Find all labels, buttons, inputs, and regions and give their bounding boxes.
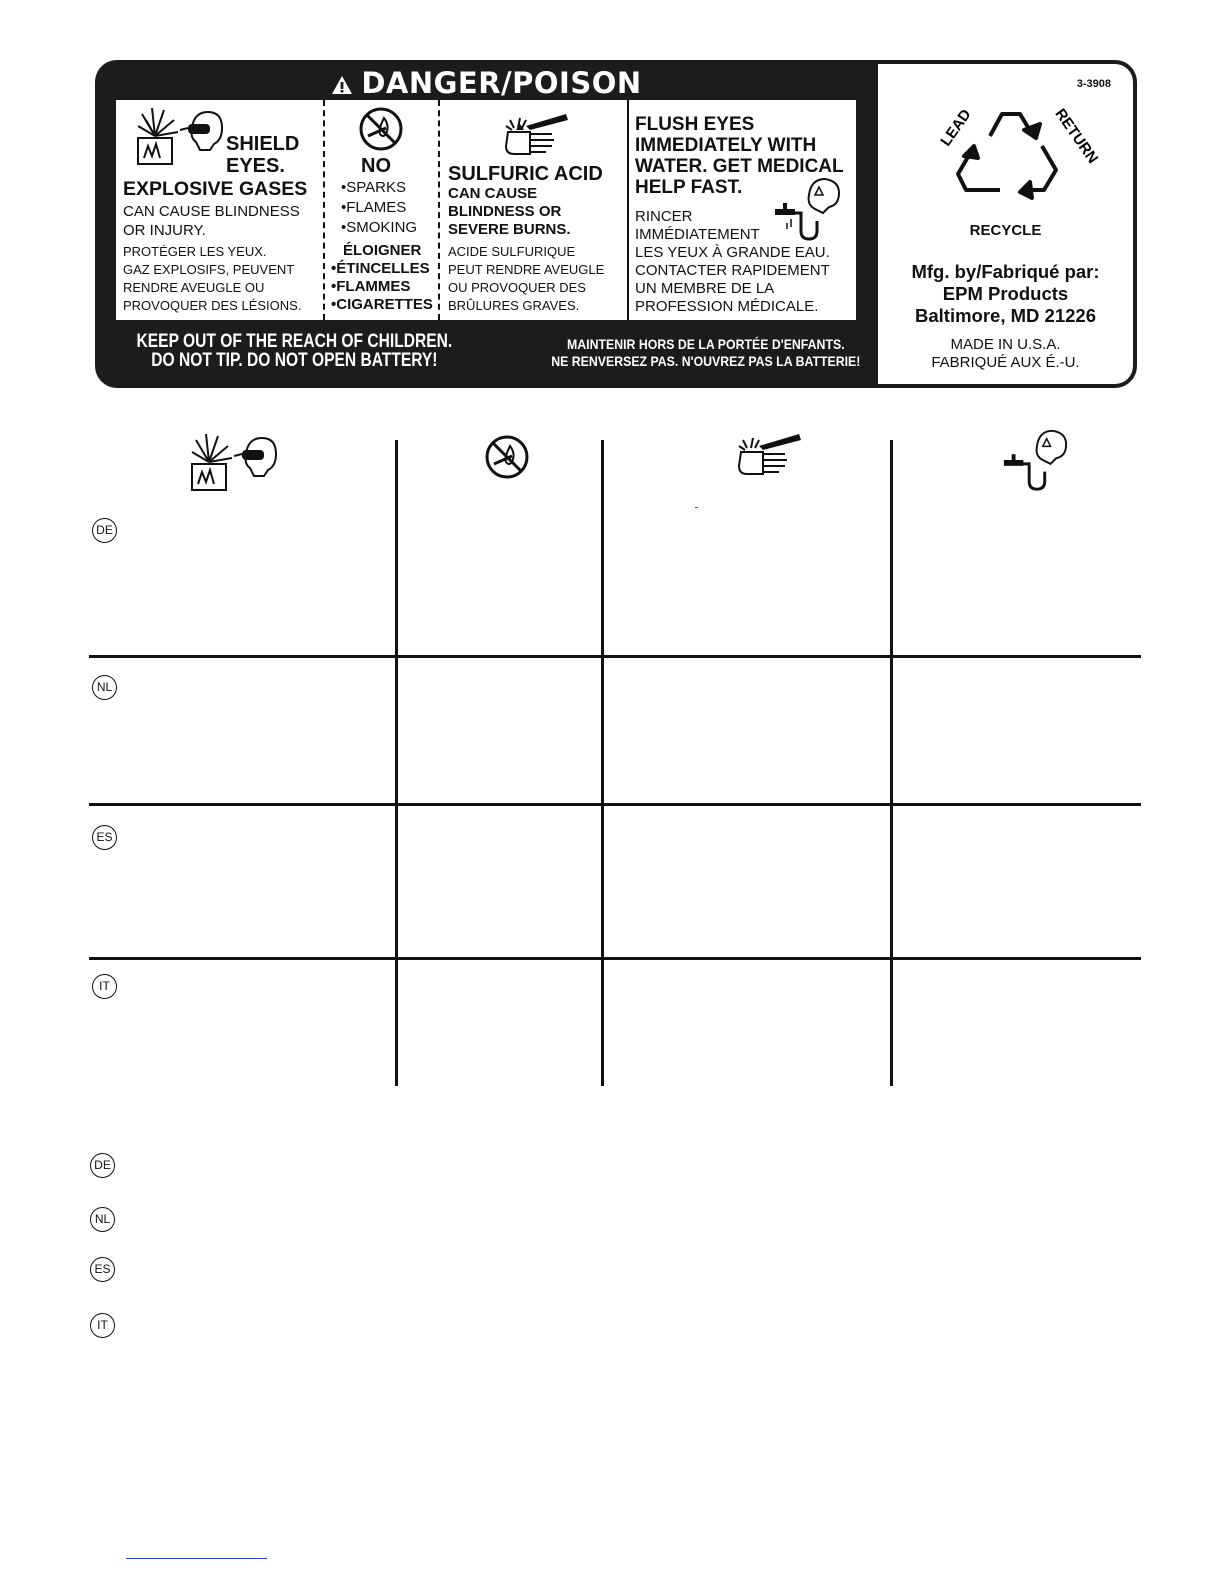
language-badge-de: DE [90, 1153, 115, 1178]
eyewash-faucet-icon [1000, 426, 1070, 494]
keep-out-warning-fr: MAINTENIR HORS DE LA PORTÉE D'ENFANTS. NE RENVERSEZ PAS. N'OUVREZ PAS LA BATTERIE! [551, 336, 861, 369]
table-column-divider [601, 440, 604, 1086]
explosion-goggles-icon [134, 106, 224, 168]
language-badge-it: IT [90, 1313, 115, 1338]
table-row-divider [89, 655, 1141, 658]
acid-hand-icon [500, 110, 570, 160]
no-sparks-panel: NO •SPARKS •FLAMES •SMOKING ÉLOIGNER •ÉTINCELLES •FLAMMES •CIGARETTES [325, 100, 438, 320]
language-badge-es: ES [92, 825, 117, 850]
language-badge-nl: NL [92, 675, 117, 700]
link-underline[interactable] [126, 1558, 267, 1559]
acid-hand-icon [732, 430, 804, 480]
flush-eyes-panel: FLUSH EYES IMMEDIATELY WITH WATER. GET MEDICAL HELP FAST. RINCER IMMÉDIATEMENT LES YEUX À GRANDE EAU. CONTACTER RAPIDEMENT UN MEMBRE DE LA PROFESSION MÉDICALE. [635, 114, 844, 315]
no-flame-icon [484, 434, 530, 480]
lead-text: LEAD [937, 106, 975, 150]
no-flame-icon [358, 106, 404, 152]
language-badge-it: IT [92, 974, 117, 999]
table-row-divider [89, 957, 1141, 960]
return-text: RETURN [1051, 105, 1102, 167]
explosion-goggles-icon [186, 430, 278, 494]
manufacturer-info: Mfg. by/Fabriqué par: EPM Products Baltimore, MD 21226 [911, 261, 1100, 326]
sulfuric-acid-panel: SULFURIC ACID CAN CAUSE BLINDNESS OR SEVERE BURNS. ACIDE SULFURIQUE PEUT RENDRE AVEUGLE OU PROVOQUER DES BRÛLURES GRAVES. [440, 100, 625, 320]
table-column-divider [890, 440, 893, 1086]
eyewash-faucet-icon [771, 175, 843, 243]
made-in-info: MADE IN U.S.A. FABRIQUÉ AUX É.-U. [931, 336, 1080, 371]
recycle-panel [878, 64, 1133, 384]
language-badge-de: DE [92, 518, 117, 543]
table-column-divider [395, 440, 398, 1086]
warning-triangle-icon [331, 75, 353, 95]
warning-label [95, 60, 1137, 388]
language-badge-nl: NL [90, 1207, 115, 1232]
recycle-label: RECYCLE [969, 222, 1042, 239]
shield-eyes-panel: SHIELD EYES. EXPLOSIVE GASES CAN CAUSE BLINDNESS OR INJURY. PROTÉGER LES YEUX. GAZ EXPLOSIFS, PEUVENT RENDRE AVEUGLE OU PROVOQUER DES LÉSIONS. [116, 100, 321, 320]
language-badge-es: ES [90, 1257, 115, 1282]
keep-out-warning-en: KEEP OUT OF THE REACH OF CHILDREN. DO NOT TIP. DO NOT OPEN BATTERY! [136, 331, 453, 371]
label-code: 3-3908 [1076, 78, 1111, 90]
stray-mark [695, 507, 698, 508]
warning-panels [116, 100, 856, 320]
recycle-icon [920, 100, 1102, 220]
danger-title: DANGER/POISON [95, 66, 878, 100]
table-row-divider [89, 803, 1141, 806]
